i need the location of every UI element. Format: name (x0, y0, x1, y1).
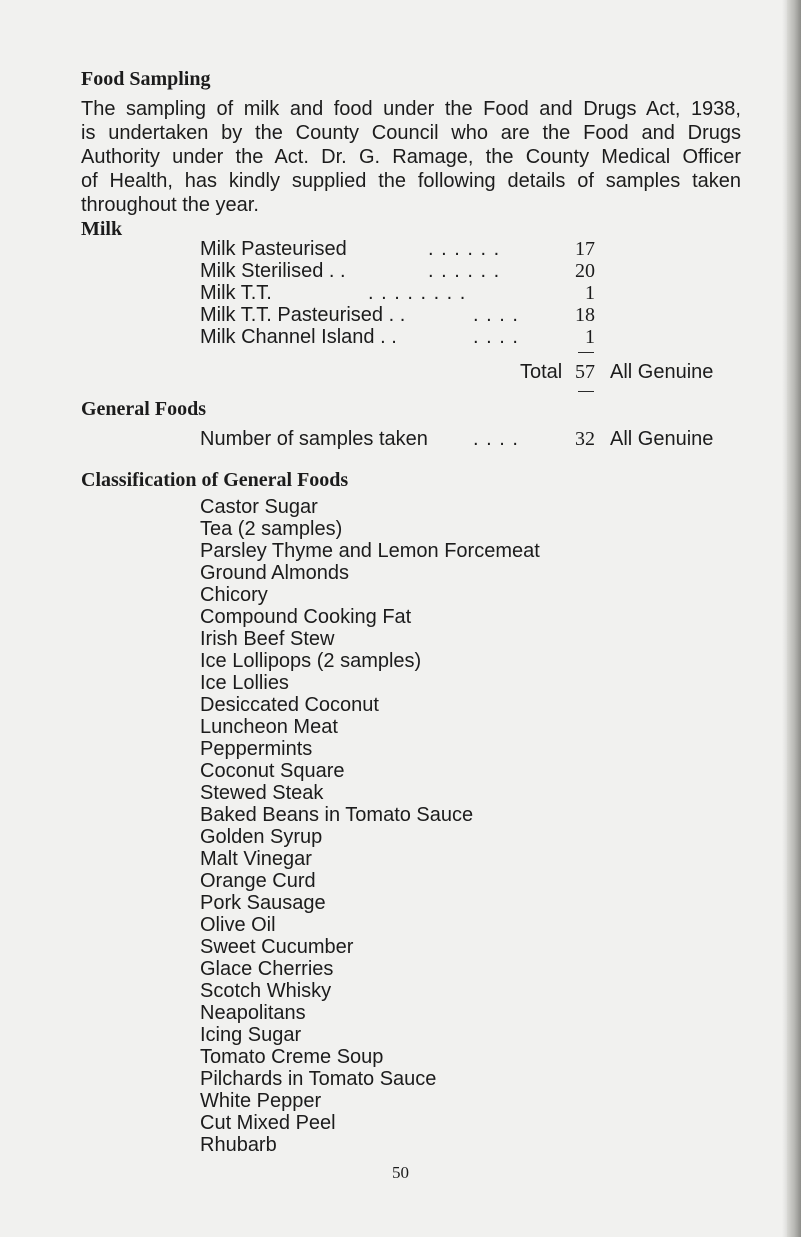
list-item: Tea (2 samples) (200, 518, 343, 540)
list-item: Malt Vinegar (200, 848, 312, 870)
list-item: Stewed Steak (200, 782, 324, 804)
milk-total-label: Total (520, 361, 563, 383)
list-item: Icing Sugar (200, 1024, 302, 1046)
list-item: Golden Syrup (200, 826, 323, 848)
list-item: Orange Curd (200, 870, 316, 892)
list-item: Irish Beef Stew (200, 628, 335, 650)
milk-row-value: 1 (585, 326, 595, 348)
list-item: Parsley Thyme and Lemon Forcemeat (200, 540, 540, 562)
general-foods-note: All Genuine (610, 428, 714, 450)
leader-dots: . . . . . . . . (368, 282, 467, 304)
leader-dots: . . . . (473, 326, 519, 348)
list-item: Pork Sausage (200, 892, 326, 914)
intro-line: of Health, has kindly supplied the following details of samples taken (81, 170, 741, 192)
list-item: Castor Sugar (200, 496, 318, 518)
milk-row-label: Milk Sterilised . . (200, 260, 346, 282)
milk-row-value: 1 (585, 282, 595, 304)
list-item: Desiccated Coconut (200, 694, 379, 716)
list-item: Coconut Square (200, 760, 345, 782)
general-foods-value: 32 (575, 428, 595, 450)
list-item: Scotch Whisky (200, 980, 332, 1002)
list-item: Pilchards in Tomato Sauce (200, 1068, 437, 1090)
list-item: Neapolitans (200, 1002, 306, 1024)
list-item: Luncheon Meat (200, 716, 338, 738)
general-foods-heading: General Foods (81, 398, 206, 420)
list-item: Baked Beans in Tomato Sauce (200, 804, 474, 826)
milk-row-value: 17 (575, 238, 595, 260)
list-item: Glace Cherries (200, 958, 334, 980)
leader-dots: . . . . . . (428, 238, 501, 260)
milk-total-value: 57 (575, 361, 595, 383)
list-item: Rhubarb (200, 1134, 277, 1156)
list-item: White Pepper (200, 1090, 322, 1112)
classification-heading: Classification of General Foods (81, 469, 349, 491)
milk-row-label: Milk Pasteurised (200, 238, 347, 260)
leader-dots: . . . . (473, 304, 519, 326)
milk-row-label: Milk T.T. Pasteurised . . (200, 304, 406, 326)
page-title: Food Sampling (81, 68, 211, 90)
intro-line: Authority under the Act. Dr. G. Ramage, the County Medical Officer (81, 146, 741, 168)
list-item: Cut Mixed Peel (200, 1112, 336, 1134)
milk-heading: Milk (81, 218, 123, 240)
milk-row-value: 20 (575, 260, 595, 282)
milk-row-value: 18 (575, 304, 595, 326)
list-item: Sweet Cucumber (200, 936, 354, 958)
leader-dots: . . . . . . (428, 260, 501, 282)
list-item: Ice Lollipops (2 samples) (200, 650, 422, 672)
list-item: Olive Oil (200, 914, 276, 936)
general-foods-label: Number of samples taken (200, 428, 428, 450)
intro-line: is undertaken by the County Council who are the Food and Drugs (81, 122, 741, 144)
list-item: Ice Lollies (200, 672, 289, 694)
list-item: Peppermints (200, 738, 313, 760)
intro-line: throughout the year. (81, 194, 259, 216)
list-item: Ground Almonds (200, 562, 349, 584)
total-rule-bottom (578, 391, 594, 392)
total-rule-top (578, 352, 594, 353)
intro-line: The sampling of milk and food under the Food and Drugs Act, 1938, (81, 98, 741, 120)
milk-total-note: All Genuine (610, 361, 714, 383)
page-edge (787, 0, 801, 1237)
leader-dots: . . . . (473, 428, 519, 450)
milk-row-label: Milk T.T. (200, 282, 272, 304)
list-item: Chicory (200, 584, 268, 606)
page-number: 50 (392, 1163, 409, 1182)
list-item: Compound Cooking Fat (200, 606, 412, 628)
list-item: Tomato Creme Soup (200, 1046, 384, 1068)
milk-row-label: Milk Channel Island . . (200, 326, 397, 348)
